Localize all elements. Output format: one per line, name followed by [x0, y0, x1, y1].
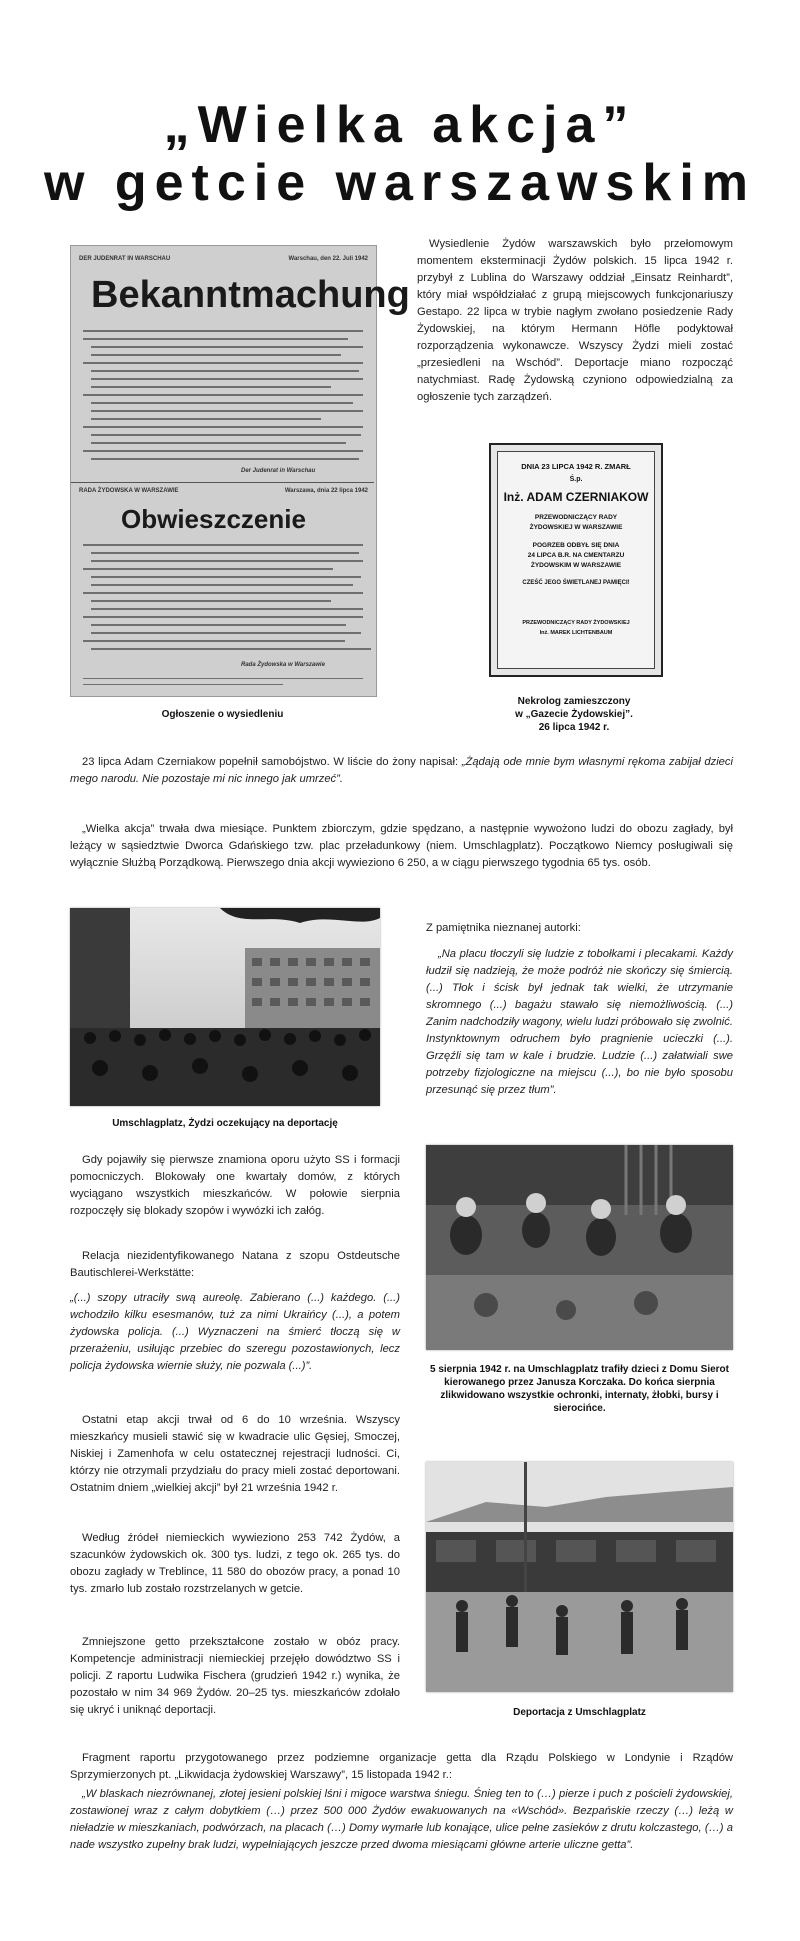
diary-quote: „Na placu tłoczyli się ludzie z tobołkami i plecakami. Każdy łudził się nadzieją, że może podróż nie skończy się śmiercią. (...) Tłok i ścisk był jednak tak wielki, że utrzymanie skromnego (...) bagażu stawało się niemożliwością. (...) Zanim nadchodziły wagony, wielu ludzi próbowało się zwolnić. Instynktownym odruchem było pragnienie ucieczki (...). Grzęźli się tam w kale i brudzie. Ludzie (...) załatwiali swe potrzeby fizjologiczne na miejscu (...), bo nie było sposobu przesunąć się przez tłum”. [426, 948, 733, 1096]
diary-intro: Z pamiętnika nieznanej autorki: [426, 922, 581, 934]
poster-header-right: Warschau, den 22. Juli 1942 [288, 256, 368, 262]
obit-line3: PRZEWODNICZĄCY RADY [534, 514, 618, 521]
obit-name: Inż. ADAM CZERNIAKOW [503, 490, 649, 504]
page-title-line1: „Wielka akcja” [163, 96, 637, 154]
czerniakow-quote: „Żądają ode mnie bym własnymi rękoma zabijał dzieci mego narodu. Nie pozostaje mi nic innego jak umrzeć”. [70, 756, 733, 785]
obit-line6: 24 LIPCA B.R. NA CMENTARZU [527, 552, 625, 559]
report-quote: „W blaskach niezrównanej, złotej jesieni polskiej lśni i migoce warstwa śniegu. Śnieg ten to (…) pierze i puch z pościeli żydowskiej, zostawionej wraz z całym dobytkiem (…) przez 500 000 Żydów ewakuowanych na «Wschód». Bezpańskie rzeczy (…) leżą w nieładzie w mieszkaniach, podwórzach, na placach (…) Domy wymarłe lub konające, ulice pełne zasieków z drutu kolczastego, (…) a nade wszystko zupełny brak ludzi, wypełniających jeszcze przed dwoma miesiącami główne arterie uliczne getta”. [70, 1788, 733, 1851]
poster-header-right-pl: Warszawa, dnia 22 lipca 1942 [284, 488, 368, 494]
obit-line4: ŻYDOWSKIEJ W WARSZAWIE [529, 524, 623, 531]
umschlagplatz-paragraph: „Wielka akcja” trwała dwa miesiące. Punktem zbiorczym, gdzie spędzano, a następnie wywożono ludzi do obozu zagłady, był leżący w sąsiedztwie Dworca Gdańskiego tzw. plac przeładunkowy (niem. Umschlagplatz). Początkowo Niemcy posługiwali się wyłącznie Służbą Porządkową. Pierwszego dnia akcji wywieziono 6 250, a w ciągu pierwszego tygodnia 65 tys. osób. [70, 823, 733, 869]
intro-paragraph: Wysiedlenie Żydów warszawskich było przełomowym momentem eksterminacji Żydów polskich. 15 lipca 1942 r. przybył z Lublina do Warszawy oddział „Einsatz Reinhardt”, który miał współdziałać z grupą miejscowych funkcjonariuszy Gestapo. 22 lipca w trybie nagłym zwołano posiedzenie Rady Żydowskiej, na którym Hermann Höfle podyktował rozporządzenia wykonawcze. Wszyscy Żydzi mieli zostać „przesiedleni na Wschód”. Deportacje miano rozpocząć natychmiast. Radę Żydowską czyniono odpowiedzialną za ogłoszenie tych zarządzeń. [417, 238, 733, 403]
obit-line5: POGRZEB ODBYŁ SIĘ DNIA [532, 542, 620, 549]
obituary-caption-2: w „Gazecie Żydowskiej”. [515, 709, 633, 720]
czerniakow-paragraph [70, 754, 733, 788]
poster-header-left: DER JUDENRAT IN WARSCHAU [79, 256, 171, 262]
obit-line8: CZEŚĆ JEGO ŚWIETLANEJ PAMIĘCI! [522, 580, 630, 586]
obituary-notice [489, 443, 663, 677]
poster-heading-pl: Obwieszczenie [121, 504, 306, 534]
obituary-caption-3: 26 lipca 1942 r. [538, 722, 610, 733]
photo2-caption: 5 sierpnia 1942 r. na Umschlagplatz trafiły dzieci z Domu Sierot kierowanego przez Janusza Korczaka. Do końca sierpnia zlikwidowano wszystkie ochronki, internaty, żłobki, bursy i sierocińce. [430, 1364, 729, 1414]
blockades-paragraph: Gdy pojawiły się pierwsze znamiona oporu użyto SS i formacji pomocniczych. Blokowały one kwartały domów, z których wyciągano wszystkich mieszkańców. W połowie sierpnia rozpoczęły się blokady szopów i wywózki ich załóg. [70, 1154, 400, 1217]
obit-line2: Ś.p. [569, 476, 583, 483]
obit-line1: DNIA 23 LIPCA 1942 R. ZMARŁ [521, 462, 631, 471]
czerniakow-text: 23 lipca Adam Czerniakow popełnił samobójstwo. W liście do żony napisał: [82, 756, 462, 768]
photo3-caption: Deportacja z Umschlagplatz [513, 1707, 646, 1718]
sources-paragraph: Według źródeł niemieckich wywieziono 253 742 Żydów, a szacunków żydowskich ok. 300 tys. ludzi, z tego ok. 265 tys. do obozu zagłady w Treblince, 11 580 do obozów pracy, a ponad 10 tys. zmarło lub zostało rozstrzelanych w getcie. [70, 1532, 400, 1595]
obituary-caption-1: Nekrolog zamieszczony [517, 696, 631, 707]
children-photo-drawing [426, 1145, 733, 1350]
photo-korczak-children [426, 1145, 733, 1350]
bekanntmachung-poster [70, 245, 410, 697]
last-stage-paragraph: Ostatni etap akcji trwał od 6 do 10 września. Wszyscy mieszkańcy musieli stawić się w kwadracie ulic Gęsiej, Smoczej, Niskiej i Zamenhofa w celu ostatecznej rejestracji ludności. Ci, którzy nie otrzymali przydziału do pracy mieli zostać deportowani. Ostatnim dniem „wielkiej akcji” był 21 września 1942 r. [70, 1414, 400, 1494]
poster-caption: Ogłoszenie o wysiedleniu [161, 709, 284, 720]
photo1-caption: Umschlagplatz, Żydzi oczekujący na deportację [112, 1118, 338, 1129]
reduced-ghetto-paragraph: Zmniejszone getto przekształcone zostało w obóz pracy. Kompetencje administracji niemieckiej przejęło dowództwo SS i policji. Z raportu Ludwika Fischera (grudzień 1942 r.) wynika, że pozostało w nim 34 969 Żydów. 20–25 tys. mieszkańców zdołało się ukryć i uniknąć deportacji. [70, 1636, 400, 1716]
poster-header-left-pl: RADA ŻYDOWSKA W WARSZAWIE [79, 488, 179, 494]
relation-quote: „(...) szopy utraciły swą aureolę. Zabierano (...) każdego. (...) wchodziło kilku esesmanów, tuż za nimi Ukraińcy (...), a potem żydowska policja. (...) Wyznaczeni na śmierć tłoczą się w przerażeniu, usiłując przebiec do szeregu pozostawionych, lecz policja żydowska wiernie służy, nie pozwala (...)”. [70, 1292, 400, 1372]
crowd-photo-drawing [70, 908, 380, 1106]
deportation-photo-drawing [426, 1462, 733, 1692]
obit-line10: Inż. MAREK LICHTENBAUM [539, 630, 613, 636]
poster-signature-de: Der Judenrat in Warschau [241, 468, 316, 474]
poster-heading-de: Bekanntmachung [91, 274, 410, 316]
obit-line7: ŻYDOWSKIM W WARSZAWIE [530, 562, 622, 569]
obit-line9: PRZEWODNICZĄCY RADY ŻYDOWSKIEJ [522, 620, 630, 626]
photo-deportation-train [426, 1462, 733, 1692]
photo-umschlagplatz-crowd [70, 908, 380, 1106]
page-title-line2: w getcie warszawskim [43, 154, 757, 212]
poster-signature-pl: Rada Żydowska w Warszawie [241, 662, 325, 668]
report-intro: Fragment raportu przygotowanego przez podziemne organizacje getta dla Rządu Polskiego w Londynie i Rządów Sprzymierzonych pt. „Likwidacja żydowskiej Warszawy”, 15 listopada 1942 r.: [70, 1752, 733, 1781]
relation-intro: Relacja niezidentyfikowanego Natana z szopu Ostdeutsche Bautischlerei-Werkstätte: [70, 1250, 400, 1279]
